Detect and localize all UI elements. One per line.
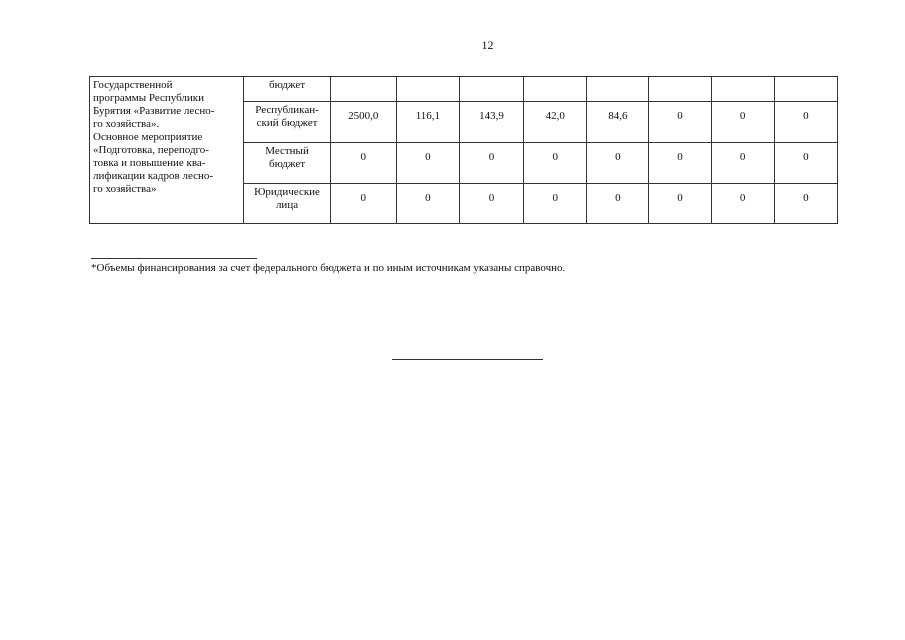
- description-line: го хозяйства»: [93, 183, 157, 195]
- value-cell: 0: [711, 143, 774, 184]
- value-cell: 0: [524, 184, 587, 224]
- end-of-document-line: [392, 359, 543, 360]
- value-cell: 0: [649, 184, 711, 224]
- funding-source-cell: Республикан-ский бюджет: [244, 102, 330, 143]
- description-line: лификации кадров лесно-: [93, 170, 214, 182]
- funding-source-cell: Юридические лица: [244, 184, 330, 224]
- value-cell: 143,9: [459, 102, 523, 143]
- funding-source-cell: Местный бюджет: [244, 143, 330, 184]
- value-cell: 0: [330, 184, 396, 224]
- value-cell: 0: [649, 143, 711, 184]
- description-line: Основное мероприятие: [93, 131, 203, 143]
- value-cell: 0: [396, 143, 459, 184]
- measure-description-cell: [90, 77, 244, 224]
- value-cell: 0: [330, 143, 396, 184]
- financing-table-body: [90, 77, 838, 224]
- value-cell: 0: [774, 143, 837, 184]
- value-cell: [459, 77, 523, 102]
- description-line: товка и повышение ква-: [93, 157, 206, 169]
- value-cell: 0: [587, 143, 649, 184]
- page-number-text: 12: [481, 38, 494, 52]
- value-cell: 0: [587, 184, 649, 224]
- value-cell: 0: [649, 102, 711, 143]
- footnote-separator-line: [91, 258, 257, 259]
- value-cell: [396, 77, 459, 102]
- value-cell: 0: [459, 184, 523, 224]
- value-cell: 0: [774, 184, 837, 224]
- description-line: го хозяйства».: [93, 118, 160, 130]
- table-row: [90, 77, 838, 102]
- value-cell: 84,6: [587, 102, 649, 143]
- page-number: [0, 38, 905, 53]
- value-cell: 0: [524, 143, 587, 184]
- value-cell: 2500,0: [330, 102, 396, 143]
- value-cell: 0: [396, 184, 459, 224]
- description-line: Государственной: [93, 79, 173, 91]
- description-line: «Подготовка, переподго-: [93, 144, 209, 156]
- value-cell: [587, 77, 649, 102]
- funding-source-cell: бюджет: [244, 77, 330, 102]
- description-line: программы Республики: [93, 92, 205, 104]
- value-cell: [524, 77, 587, 102]
- footnote-text: *Объемы финансирования за счет федерального бюджета и по иным источникам указаны справочно.: [91, 262, 566, 274]
- financing-table: [89, 76, 838, 224]
- value-cell: 0: [711, 102, 774, 143]
- value-cell: [649, 77, 711, 102]
- value-cell: [711, 77, 774, 102]
- value-cell: 42,0: [524, 102, 587, 143]
- value-cell: 0: [774, 102, 837, 143]
- description-line: Бурятия «Развитие лесно-: [93, 105, 215, 117]
- value-cell: [330, 77, 396, 102]
- value-cell: [774, 77, 837, 102]
- value-cell: 0: [711, 184, 774, 224]
- value-cell: 0: [459, 143, 523, 184]
- value-cell: 116,1: [396, 102, 459, 143]
